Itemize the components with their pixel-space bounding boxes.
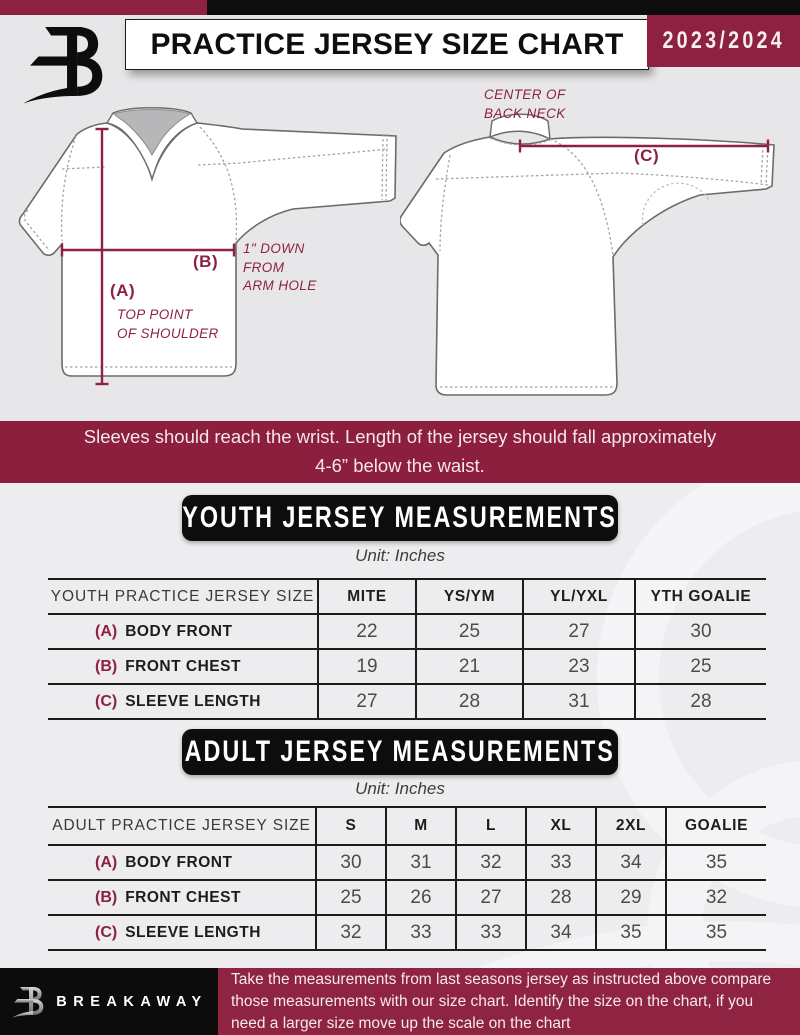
table-row: (B) FRONT CHEST 25 26 27 28 29 32 <box>48 880 766 915</box>
adult-unit-label: Unit: Inches <box>355 779 445 798</box>
cell: 30 <box>635 614 766 649</box>
label-c: (C) <box>634 146 660 165</box>
cell: 28 <box>635 684 766 719</box>
youth-size-table <box>48 578 766 720</box>
youth-unit-label: Unit: Inches <box>355 546 445 565</box>
cell: 30 <box>316 845 386 880</box>
notice-banner <box>0 421 800 483</box>
footer-brand-panel <box>0 968 218 1035</box>
season-badge <box>647 15 800 67</box>
cell: 32 <box>316 915 386 950</box>
cell: 35 <box>666 915 766 950</box>
youth-col-mite: MITE <box>318 579 416 614</box>
breakaway-logo-icon <box>20 20 104 108</box>
cell: 22 <box>318 614 416 649</box>
footer-instructions: Take the measurements from last seasons jersey as instructed above compare those measurements with our size chart. Identify the size on the chart, if you need a larger size move up the scale on the chart <box>231 970 772 1032</box>
top-strip-accent <box>0 0 207 15</box>
cell: 28 <box>526 880 596 915</box>
cell: 33 <box>456 915 526 950</box>
cell: 32 <box>666 880 766 915</box>
cell: 34 <box>526 915 596 950</box>
adult-section-banner <box>182 729 618 775</box>
cell: 27 <box>456 880 526 915</box>
adult-size-table <box>48 806 766 951</box>
brand-name: BREAKAWAY <box>56 993 208 1010</box>
adult-col-xl: XL <box>526 807 596 845</box>
cell: 25 <box>635 649 766 684</box>
youth-col-goalie: YTH GOALIE <box>635 579 766 614</box>
cell: 26 <box>386 880 456 915</box>
youth-col-ylyxl: YL/YXL <box>523 579 635 614</box>
cell: 29 <box>596 880 666 915</box>
cell: 33 <box>526 845 596 880</box>
cell: 35 <box>666 845 766 880</box>
table-row: (C) SLEEVE LENGTH 32 33 33 34 35 35 <box>48 915 766 950</box>
footer-instructions-panel <box>218 968 800 1035</box>
season-label: 2023/2024 <box>662 27 785 54</box>
adult-col-2xl: 2XL <box>596 807 666 845</box>
cell: 28 <box>416 684 523 719</box>
back-jersey-diagram <box>400 95 800 420</box>
label-a-caption: TOP POINT OF SHOULDER <box>117 307 219 341</box>
cell: 32 <box>456 845 526 880</box>
adult-col-s: S <box>316 807 386 845</box>
label-c-caption: CENTER OF BACK NECK <box>484 87 566 121</box>
adult-col-goalie: GOALIE <box>666 807 766 845</box>
label-b-caption: 1" DOWN FROM ARM HOLE <box>243 241 317 294</box>
top-strip <box>207 0 800 15</box>
adult-header-row <box>48 807 766 845</box>
cell: 33 <box>386 915 456 950</box>
breakaway-logo-small-icon <box>10 984 44 1020</box>
cell: 23 <box>523 649 635 684</box>
table-row: (A) BODY FRONT 30 31 32 33 34 35 <box>48 845 766 880</box>
cell: 35 <box>596 915 666 950</box>
youth-col-ysym: YS/YM <box>416 579 523 614</box>
youth-section-title: YOUTH JERSEY MEASUREMENTS <box>182 501 618 534</box>
cell: 21 <box>416 649 523 684</box>
label-b: (B) <box>193 252 219 271</box>
adult-section-title: ADULT JERSEY MEASUREMENTS <box>184 735 616 768</box>
front-jersey-diagram <box>10 103 440 418</box>
notice-text: Sleeves should reach the wrist. Length of the jersey should fall approximately 4-6” below the waist. <box>83 426 717 476</box>
page-title: PRACTICE JERSEY SIZE CHART <box>150 27 624 61</box>
adult-col-m: M <box>386 807 456 845</box>
table-row: (C) SLEEVE LENGTH 27 28 31 28 <box>48 684 766 719</box>
cell: 19 <box>318 649 416 684</box>
youth-header-row <box>48 579 766 614</box>
label-a: (A) <box>110 281 136 300</box>
title-banner <box>125 19 649 70</box>
cell: 31 <box>386 845 456 880</box>
table-row: (B) FRONT CHEST 19 21 23 25 <box>48 649 766 684</box>
cell: 34 <box>596 845 666 880</box>
table-row: (A) BODY FRONT 22 25 27 30 <box>48 614 766 649</box>
adult-col-l: L <box>456 807 526 845</box>
adult-size-col-header: ADULT PRACTICE JERSEY SIZE <box>52 817 311 834</box>
youth-section-banner <box>182 495 618 541</box>
cell: 25 <box>416 614 523 649</box>
cell: 31 <box>523 684 635 719</box>
cell: 27 <box>318 684 416 719</box>
cell: 25 <box>316 880 386 915</box>
cell: 27 <box>523 614 635 649</box>
youth-size-col-header: YOUTH PRACTICE JERSEY SIZE <box>50 587 315 605</box>
